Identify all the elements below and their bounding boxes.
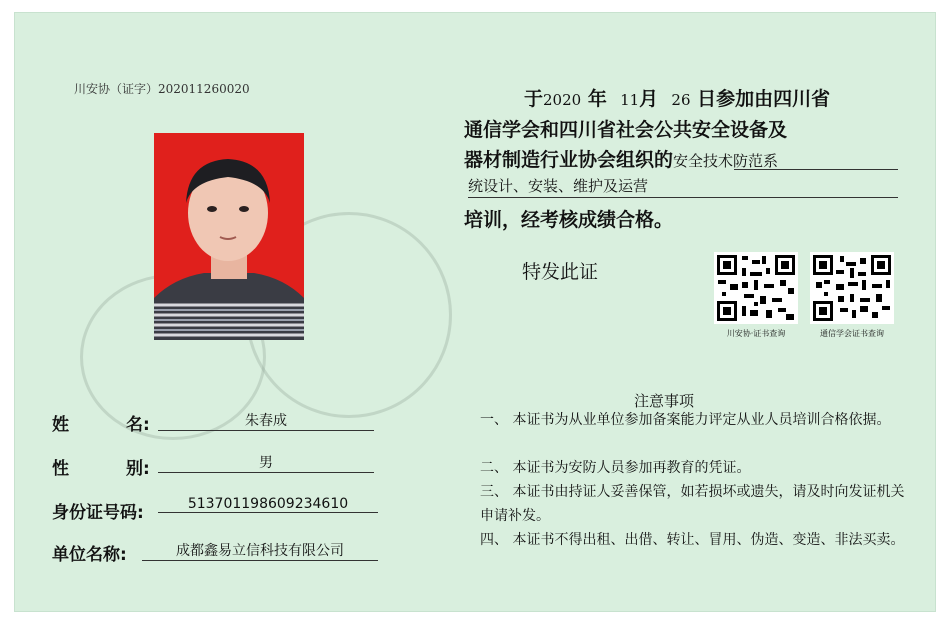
gender-label-2: 别: [126,459,150,479]
cert-line-3 [464,145,778,172]
name-label-2: 名: [126,415,150,435]
cert-month: 11 [620,91,640,109]
id-number-value: 513701198609234610 [158,496,378,513]
qr-code-comm-society[interactable] [810,252,894,324]
organizer-text: 器材制造行业协会组织的 [464,149,674,171]
org-label: 单位名称: [52,545,127,565]
qr-code-sichuan-security[interactable] [714,252,798,324]
name-label-1: 姓 [52,415,69,435]
gender-value: 男 [158,452,374,473]
cert-line-4: 统设计、安装、维护及运营 [468,177,649,195]
cert-year: 2020 [543,91,582,109]
notice-title: 注意事项 [634,392,695,410]
name-value: 朱春成 [158,410,374,431]
cert-day: 26 [671,91,691,109]
org-value: 成都鑫易立信科技有限公司 [142,540,378,561]
cert-line-5: 培训，经考核成绩合格。 [464,209,674,231]
qr-label-comm-society: 通信学会证书查询 [820,329,884,338]
cert-line-2: 通信学会和四川省社会公共安全设备及 [464,119,788,141]
course-part-1: 安全技术防范系 [673,152,779,170]
id-label: 身份证号码: [52,503,144,523]
date-prefix: 于 [524,88,544,110]
notice-item-2: 二、 本证书为安防人员参加再教育的凭证。 [480,460,751,476]
holder-photo [154,133,304,340]
cert-line-1 [524,84,830,111]
notice-item-1: 一、 本证书为从业单位参加备案能力评定从业人员培训合格依据。 [480,412,891,428]
course-underline-2 [468,197,898,198]
gender-label-1: 性 [52,459,69,479]
notice-item-4: 四、 本证书不得出租、出借、转让、冒用、伪造、变造、非法买卖。 [480,532,905,548]
certificate-serial: 川安协（证字）202011260020 [74,82,250,96]
issue-text: 特发此证 [522,261,599,283]
year-unit: 年 [587,88,607,110]
certificate-card [14,12,936,612]
qr-label-sichuan-security: 川安协·证书查询 [726,329,786,338]
course-underline-1 [734,169,898,170]
month-unit: 月 [639,88,659,110]
notice-item-3: 三、 本证书由持证人妥善保管，如若损坏或遗失，请及时向发证机关申请补发。 [480,484,905,524]
line1-suffix: 日参加由四川省 [697,88,831,110]
portrait-image [154,133,304,340]
